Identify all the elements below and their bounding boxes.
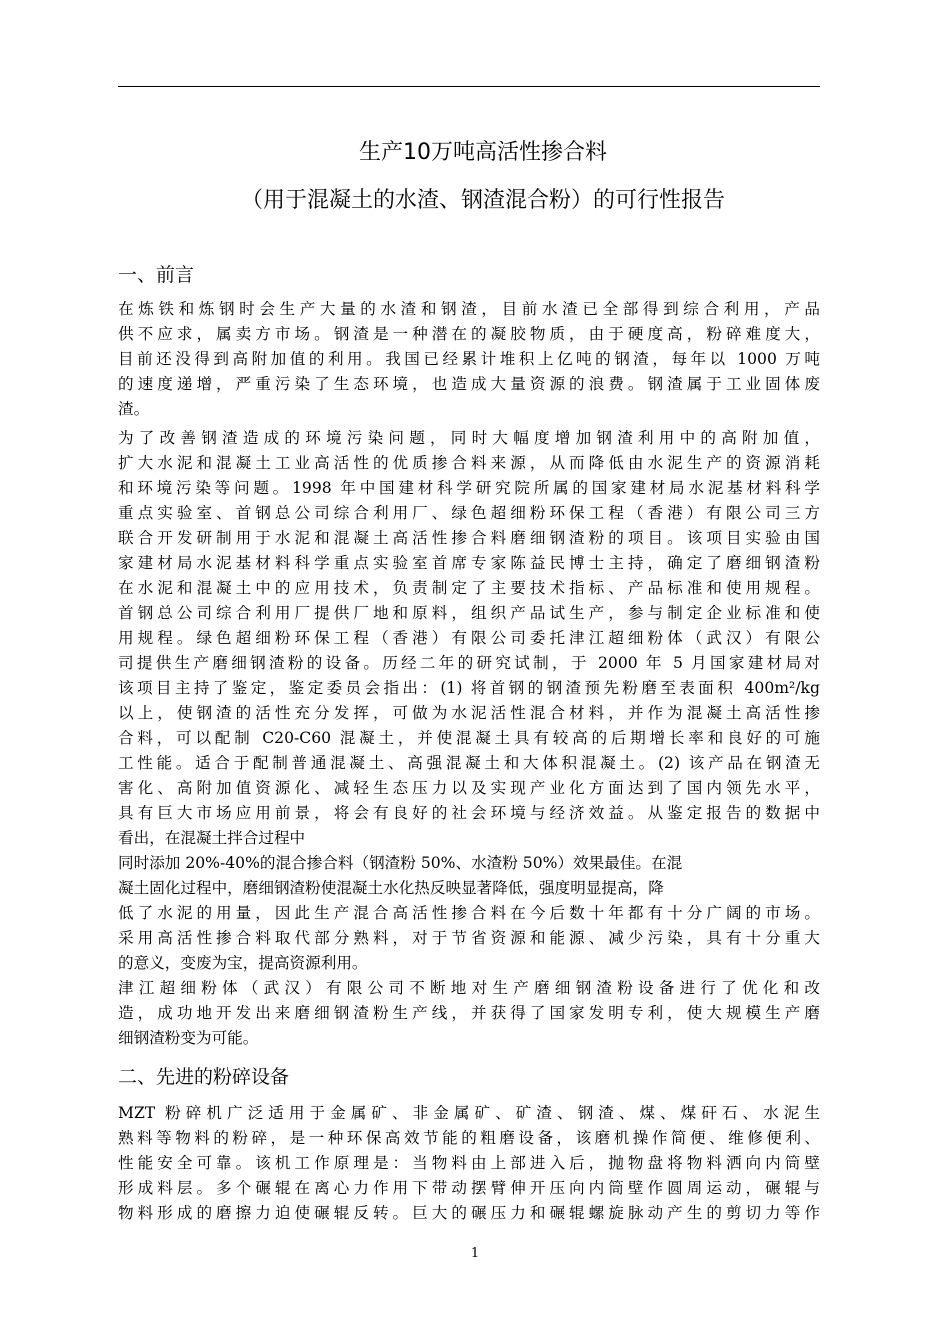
body-line: 凝土固化过程中，磨细钢渣粉使混凝土水化热反映显著降低，强度明显提高，降	[118, 879, 664, 897]
body-line: 该项目主持了鉴定，鉴定委员会指出：(1) 将首钢的钢渣预先粉磨至表面积 400m²/kg	[118, 679, 820, 697]
body-line: 看出，在混凝土拌合过程中	[118, 829, 306, 847]
body-line: 工性能。适合于配制普通混凝土、高强混凝土和大体积混凝土。(2) 该产品在钢渣无	[118, 754, 820, 772]
header-rule	[118, 86, 820, 87]
document-title: 生产10万吨高活性掺合料	[359, 140, 607, 165]
body-line: 低了水泥的用量，因此生产混合高活性掺合料在今后数十年都有十分广阔的市场。	[118, 904, 820, 922]
body-line: 采用高活性掺合料取代部分熟料，对于节省资源和能源、减少污染，具有十分重大	[118, 929, 820, 947]
body-line: 的速度递增，严重污染了生态环境，也造成大量资源的浪费。钢渣属于工业固体废	[118, 375, 820, 393]
body-line: 物料形成的磨擦力迫使碾辊反转。巨大的碾压力和碾辊螺旋脉动产生的剪切力等作	[118, 1204, 820, 1222]
body-line: 在炼铁和炼钢时会生产大量的水渣和钢渣，目前水渣已全部得到综合利用，产品	[118, 300, 820, 318]
body-line: 合料，可以配制 C20-C60 混凝土，并使混凝土具有较高的后期增长率和良好的可施	[118, 729, 820, 747]
body-line: 以上，使钢渣的活性充分发挥，可做为水泥活性混合材料，并作为混凝土高活性掺	[118, 704, 820, 722]
body-line: 重点实验室、首钢总公司综合利用厂、绿色超细粉环保工程（香港）有限公司三方	[118, 504, 820, 522]
body-line: 渣。	[118, 400, 150, 418]
body-line: 家建材局水泥基材料科学重点实验室首席专家陈益民博士主持，确定了磨细钢渣粉	[118, 554, 820, 572]
body-line: 熟料等物料的粉碎，是一种环保高效节能的粗磨设备，该磨机操作简便、维修便利、	[118, 1129, 820, 1147]
body-line: 造，成功地开发出来磨细钢渣粉生产线，并获得了国家发明专利，使大规模生产磨	[118, 1004, 820, 1022]
body-line: 供不应求，属卖方市场。钢渣是一种潜在的凝胶物质，由于硬度高，粉碎难度大，	[118, 325, 820, 343]
body-line: 形成料层。多个碾辊在离心力作用下带动摆臂伸开压向内筒壁作圆周运动，碾辊与	[118, 1179, 820, 1197]
body-line: 细钢渣粉变为可能。	[118, 1029, 259, 1047]
document-subtitle: （用于混凝土的水渣、钢渣混合粉）的可行性报告	[240, 188, 725, 213]
body-line: 司提供生产磨细钢渣粉的设备。历经二年的研究试制，于 2000 年 5 月国家建材局对	[118, 654, 820, 672]
body-line: 害化、高附加值资源化、减轻生态压力以及实现产业化方面达到了国内领先水平，	[118, 779, 820, 797]
page-number: 1	[470, 1246, 480, 1261]
body-line: 具有巨大市场应用前景，将会有良好的社会环境与经济效益。从鉴定报告的数据中	[118, 804, 820, 822]
section-heading-preface: 一、前言	[118, 264, 195, 286]
body-line: 首钢总公司综合利用厂提供厂地和原料，组织产品试生产，参与制定企业标准和使	[118, 604, 820, 622]
body-line: 和环境污染等问题。1998 年中国建材科学研究院所属的国家建材局水泥基材料科学	[118, 479, 820, 497]
body-line: MZT 粉碎机广泛适用于金属矿、非金属矿、矿渣、钢渣、煤、煤矸石、水泥生	[118, 1104, 820, 1122]
body-line: 用规程。绿色超细粉环保工程（香港）有限公司委托津江超细粉体（武汉）有限公	[118, 629, 820, 647]
body-line: 在水泥和混凝土中的应用技术，负责制定了主要技术指标、产品标准和使用规程。	[118, 579, 820, 597]
body-line: 同时添加 20%-40%的混合掺合料（钢渣粉 50%、水渣粉 50%）效果最佳。在混	[118, 854, 683, 872]
body-line: 联合开发研制用于水泥和混凝土高活性掺合料磨细钢渣粉的项目。该项目实验由国	[118, 529, 820, 547]
body-line: 津江超细粉体（武汉）有限公司不断地对生产磨细钢渣粉设备进行了优化和改	[118, 979, 820, 997]
body-line: 扩大水泥和混凝土工业高活性的优质掺合料来源，从而降低由水泥生产的资源消耗	[118, 454, 820, 472]
body-line: 的意义，变废为宝，提高资源利用。	[118, 954, 368, 972]
body-line: 目前还没得到高附加值的利用。我国已经累计堆积上亿吨的钢渣，每年以 1000 万吨	[118, 350, 820, 368]
body-line: 为了改善钢渣造成的环境污染问题，同时大幅度增加钢渣利用中的高附加值，	[118, 429, 820, 447]
body-line: 性能安全可靠。该机工作原理是：当物料由上部进入后，抛物盘将物料洒向内筒壁	[118, 1154, 820, 1172]
section-heading-equipment: 二、先进的粉碎设备	[118, 1066, 290, 1088]
